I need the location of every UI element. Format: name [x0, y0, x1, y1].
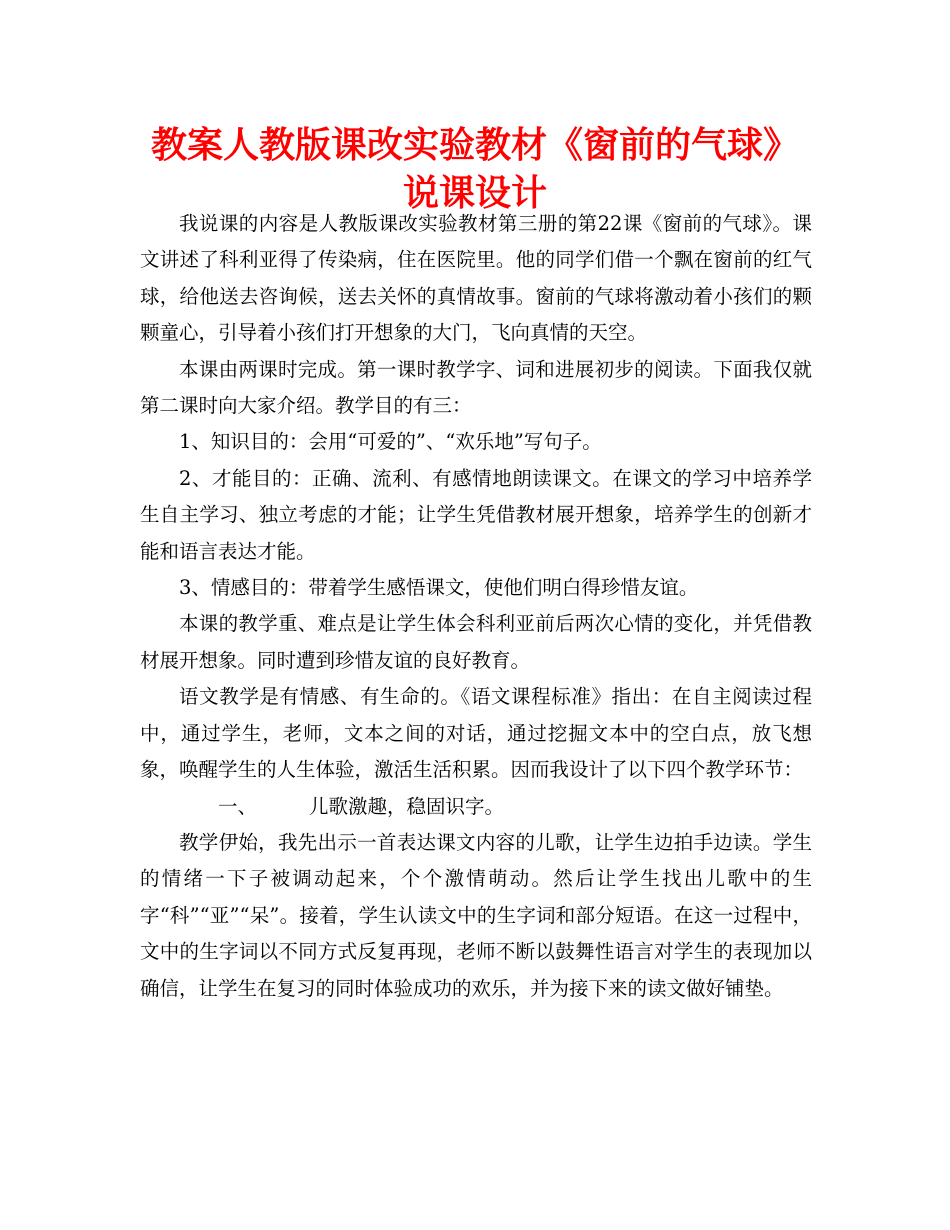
section-number: 一、	[218, 794, 258, 818]
paragraph-schedule: 本课由两课时完成。第一课时教学字、词和进展初步的阅读。下面我仅就第二课时向大家介绍。教学目的有三：	[140, 357, 812, 418]
section-heading-one	[140, 789, 812, 825]
paragraph-goal-ability: 2、才能目的：正确、流利、有感情地朗读课文。在课文的学习中培养学生自主学习、独立考虑的才能；让学生凭借教材展开想象，培养学生的创新才能和语言表达才能。	[140, 466, 812, 563]
paragraph-key-points: 本课的教学重、难点是让学生体会科利亚前后两次心情的变化，并凭借教材展开想象。同时遭到珍惜友谊的良好教育。	[140, 612, 812, 672]
paragraph-opening: 教学伊始，我先出示一首表达课文内容的儿歌，让学生边拍手边读。学生的情绪一下子被调动起来，个个激情萌动。然后让学生找出儿歌中的生字“科”“亚”“呆”。接着，学生认读文中的生字词和部分短语。在这一过程中，文中的生字词以不同方式反复再现，老师不断以鼓舞性语言对学生的表现加以确信，让学生在复习的同时体验成功的欢乐，并为接下来的读文做好铺垫。	[140, 830, 812, 1000]
document-body	[140, 206, 812, 1007]
paragraph-goal-emotion: 3、情感目的：带着学生感悟课文，使他们明白得珍惜友谊。	[179, 576, 699, 600]
paragraph-intro: 我说课的内容是人教版课改实验教材第三册的第22课《窗前的气球》。课文讲述了科利亚得了传染病，住在医院里。他的同学们借一个飘在窗前的红气球，给他送去咨询候，送去关怀的真情故事。窗前的气球将激动着小孩们的颗颗童心，引导着小孩们打开想象的大门，飞向真情的天空。	[140, 212, 812, 345]
document-title: 教案人教版课改实验教材《窗前的气球》说课设计	[150, 125, 799, 214]
paragraph-curriculum: 语文教学是有情感、有生命的。《语文课程标准》指出：在自主阅读过程中，通过学生，老师，文本之间的对话，通过挖掘文本中的空白点，放飞想象，唤醒学生的人生体验，激活生活积累。因而我设计了以下四个教学环节：	[140, 685, 812, 782]
paragraph-goal-knowledge: 1、知识目的：会用“可爱的”、“欢乐地”写句子。	[179, 430, 602, 454]
section-title: 儿歌激趣，稳固识字。	[309, 794, 505, 818]
